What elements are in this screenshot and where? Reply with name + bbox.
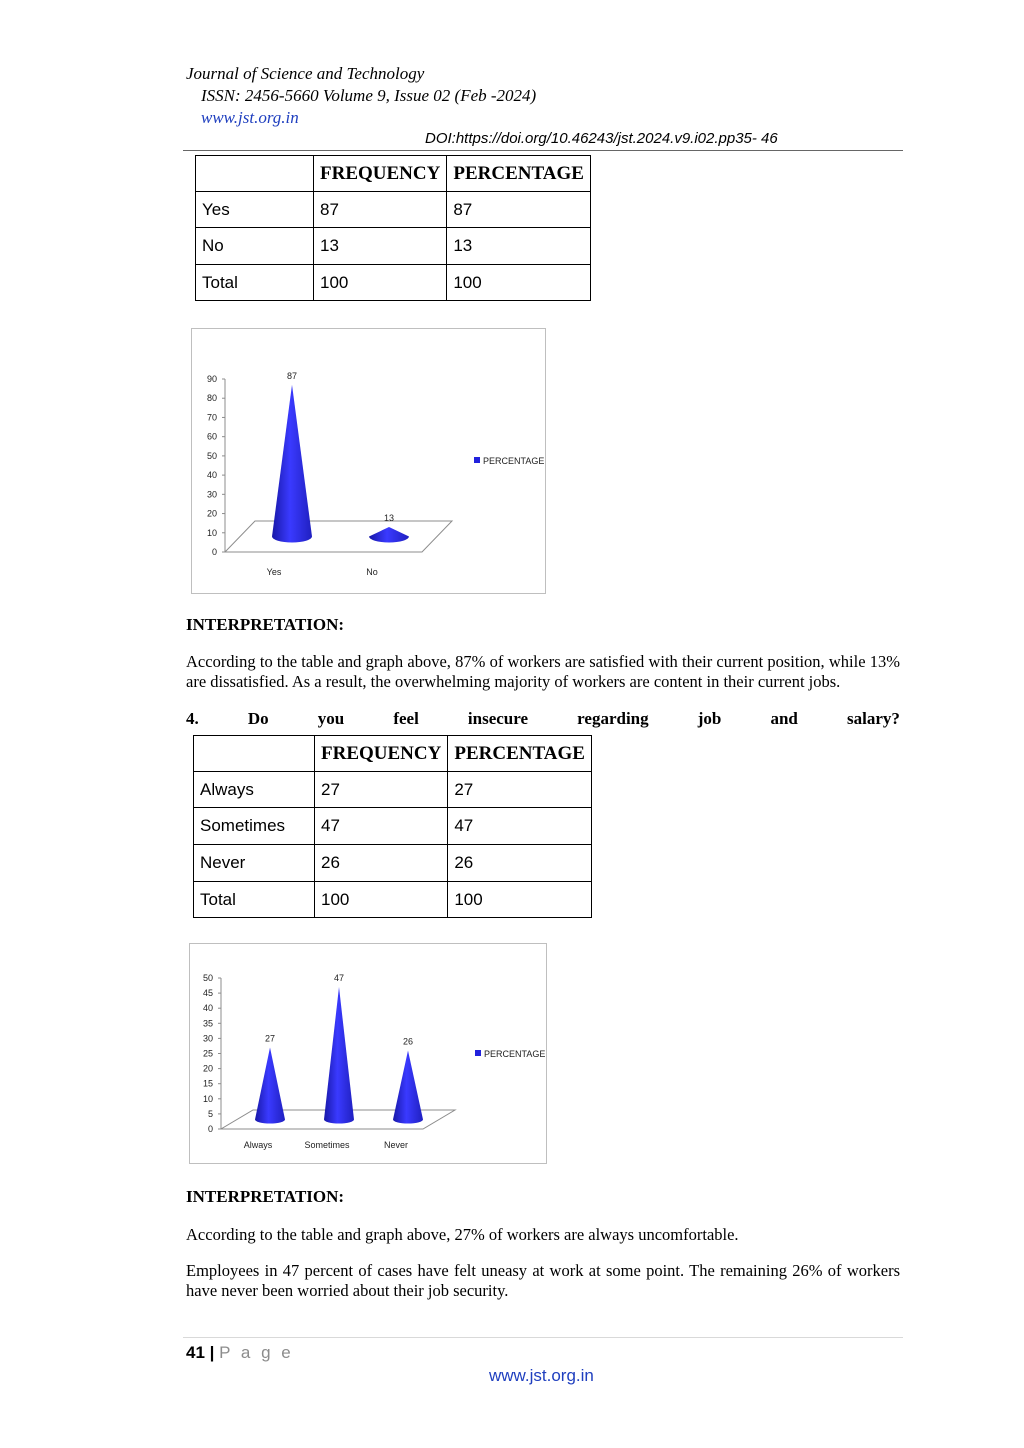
y-tick-label: 90 <box>206 374 217 384</box>
table-header-cell: FREQUENCY <box>314 156 447 192</box>
y-tick-label: 30 <box>202 1033 213 1044</box>
table-cell: 13 <box>447 228 591 265</box>
y-tick-label: 10 <box>206 527 217 538</box>
y-tick-label: 10 <box>202 1093 213 1104</box>
page-label: P a g e <box>219 1343 294 1362</box>
table-cell: 100 <box>315 882 448 918</box>
chart-job-satisfaction <box>191 328 546 594</box>
legend-label: PERCENTAGE <box>483 456 545 466</box>
y-tick-label: 70 <box>206 412 217 423</box>
header-rule <box>183 150 903 151</box>
table-row <box>194 772 592 808</box>
table-job-satisfaction <box>195 155 591 301</box>
y-tick-label: 20 <box>206 508 217 519</box>
table-row <box>194 882 592 918</box>
table-cell: 47 <box>315 808 448 845</box>
table-row <box>196 228 591 265</box>
table-header-cell: PERCENTAGE <box>448 736 592 772</box>
cone-chart-svg <box>192 329 545 593</box>
table-job-insecurity <box>193 735 592 918</box>
question-heading <box>186 709 900 729</box>
chart-job-insecurity <box>189 943 547 1164</box>
table-cell: 100 <box>448 882 592 918</box>
table-header-row <box>194 736 592 772</box>
table-row <box>196 192 591 228</box>
interpretation-paragraph: According to the table and graph above, 87% of workers are satisfied with their current position, while 13% are dissatisfied. As a result, the overwhelming majority of workers are content in their current jobs. <box>186 652 900 691</box>
table-cell: Total <box>194 882 315 918</box>
table-cell: Sometimes <box>194 808 315 845</box>
table-cell: 13 <box>314 228 447 265</box>
table-header-cell <box>194 736 315 772</box>
x-category-label: Never <box>383 1140 409 1150</box>
journal-website-link[interactable]: www.jst.org.in <box>201 108 299 127</box>
question-word: insecure <box>467 709 529 728</box>
table-cell: Never <box>194 845 315 882</box>
table-header-cell <box>196 156 314 192</box>
table-cell: 27 <box>315 772 448 808</box>
y-tick-label: 15 <box>202 1078 213 1089</box>
legend-swatch <box>475 1050 481 1056</box>
question-word: job <box>697 709 722 728</box>
legend-label: PERCENTAGE <box>484 1049 546 1059</box>
chart-floor <box>225 521 452 552</box>
data-label: 87 <box>286 370 298 381</box>
table-row <box>194 845 592 882</box>
table-cell: Total <box>196 265 314 301</box>
interpretation-paragraph: According to the table and graph above, 27% of workers are always uncomfortable. <box>186 1225 739 1244</box>
interpretation-heading: INTERPRETATION: <box>186 615 345 634</box>
question-word: feel <box>393 709 419 728</box>
page-number <box>186 1343 294 1363</box>
y-tick-label: 25 <box>202 1048 213 1059</box>
y-tick-label: 5 <box>207 1108 213 1119</box>
table-cell: Always <box>194 772 315 808</box>
x-category-label: Yes <box>266 567 282 577</box>
footer-rule <box>183 1337 903 1338</box>
question-word: regarding <box>577 709 649 728</box>
question-word: salary? <box>847 709 900 728</box>
question-word: Do <box>247 709 269 728</box>
table-cell: 100 <box>447 265 591 301</box>
table-row <box>196 265 591 301</box>
y-tick-label: 50 <box>206 450 217 461</box>
data-label: 13 <box>383 513 395 524</box>
x-category-label: No <box>366 567 378 577</box>
table-cell: No <box>196 228 314 265</box>
x-category-label: Always <box>243 1140 273 1150</box>
y-tick-label: 40 <box>206 470 217 481</box>
y-tick-label: 80 <box>206 393 217 404</box>
table-cell: 26 <box>448 845 592 882</box>
journal-title: Journal of Science and Technology <box>186 64 425 83</box>
interpretation-heading: INTERPRETATION: <box>186 1187 345 1206</box>
legend-swatch <box>474 457 480 463</box>
page-number-value: 41 <box>186 1343 205 1362</box>
y-tick-label: 60 <box>206 431 217 442</box>
journal-issn: ISSN: 2456-5660 Volume 9, Issue 02 (Feb -2024) <box>201 86 537 105</box>
table-cell: 27 <box>448 772 592 808</box>
data-label: 26 <box>402 1036 414 1047</box>
question-word: 4. <box>186 709 199 728</box>
y-tick-label: 45 <box>202 988 213 999</box>
y-tick-label: 50 <box>202 973 213 983</box>
table-header-cell: PERCENTAGE <box>447 156 591 192</box>
cone-bar <box>393 1050 423 1123</box>
x-category-label: Sometimes <box>304 1140 350 1150</box>
table-cell: 100 <box>314 265 447 301</box>
y-tick-label: 35 <box>202 1018 213 1029</box>
page-separator: | <box>209 1343 215 1362</box>
table-cell: 87 <box>314 192 447 228</box>
data-label: 27 <box>264 1033 276 1044</box>
table-cell: 26 <box>315 845 448 882</box>
y-tick-label: 40 <box>202 1003 213 1014</box>
cone-chart-svg <box>190 944 546 1163</box>
y-tick-label: 0 <box>211 547 217 557</box>
table-cell: 87 <box>447 192 591 228</box>
y-tick-label: 0 <box>207 1124 213 1134</box>
data-label: 47 <box>333 973 345 984</box>
cone-bar <box>324 987 354 1123</box>
doi-link[interactable]: DOI:https://doi.org/10.46243/jst.2024.v9.i02.pp35- 46 <box>425 130 778 147</box>
cone-bar <box>272 385 312 543</box>
table-header-row <box>196 156 591 192</box>
question-word: and <box>770 709 798 728</box>
question-word: you <box>317 709 345 728</box>
y-tick-label: 20 <box>202 1063 213 1074</box>
table-row <box>194 808 592 845</box>
footer-website-link[interactable]: www.jst.org.in <box>489 1366 594 1385</box>
table-cell: Yes <box>196 192 314 228</box>
cone-bar <box>255 1047 285 1123</box>
interpretation-paragraph: Employees in 47 percent of cases have felt uneasy at work at some point. The remaining 26% of workers have never been worried about their job security. <box>186 1261 900 1300</box>
table-header-cell: FREQUENCY <box>315 736 448 772</box>
table-cell: 47 <box>448 808 592 845</box>
y-tick-label: 30 <box>206 489 217 500</box>
